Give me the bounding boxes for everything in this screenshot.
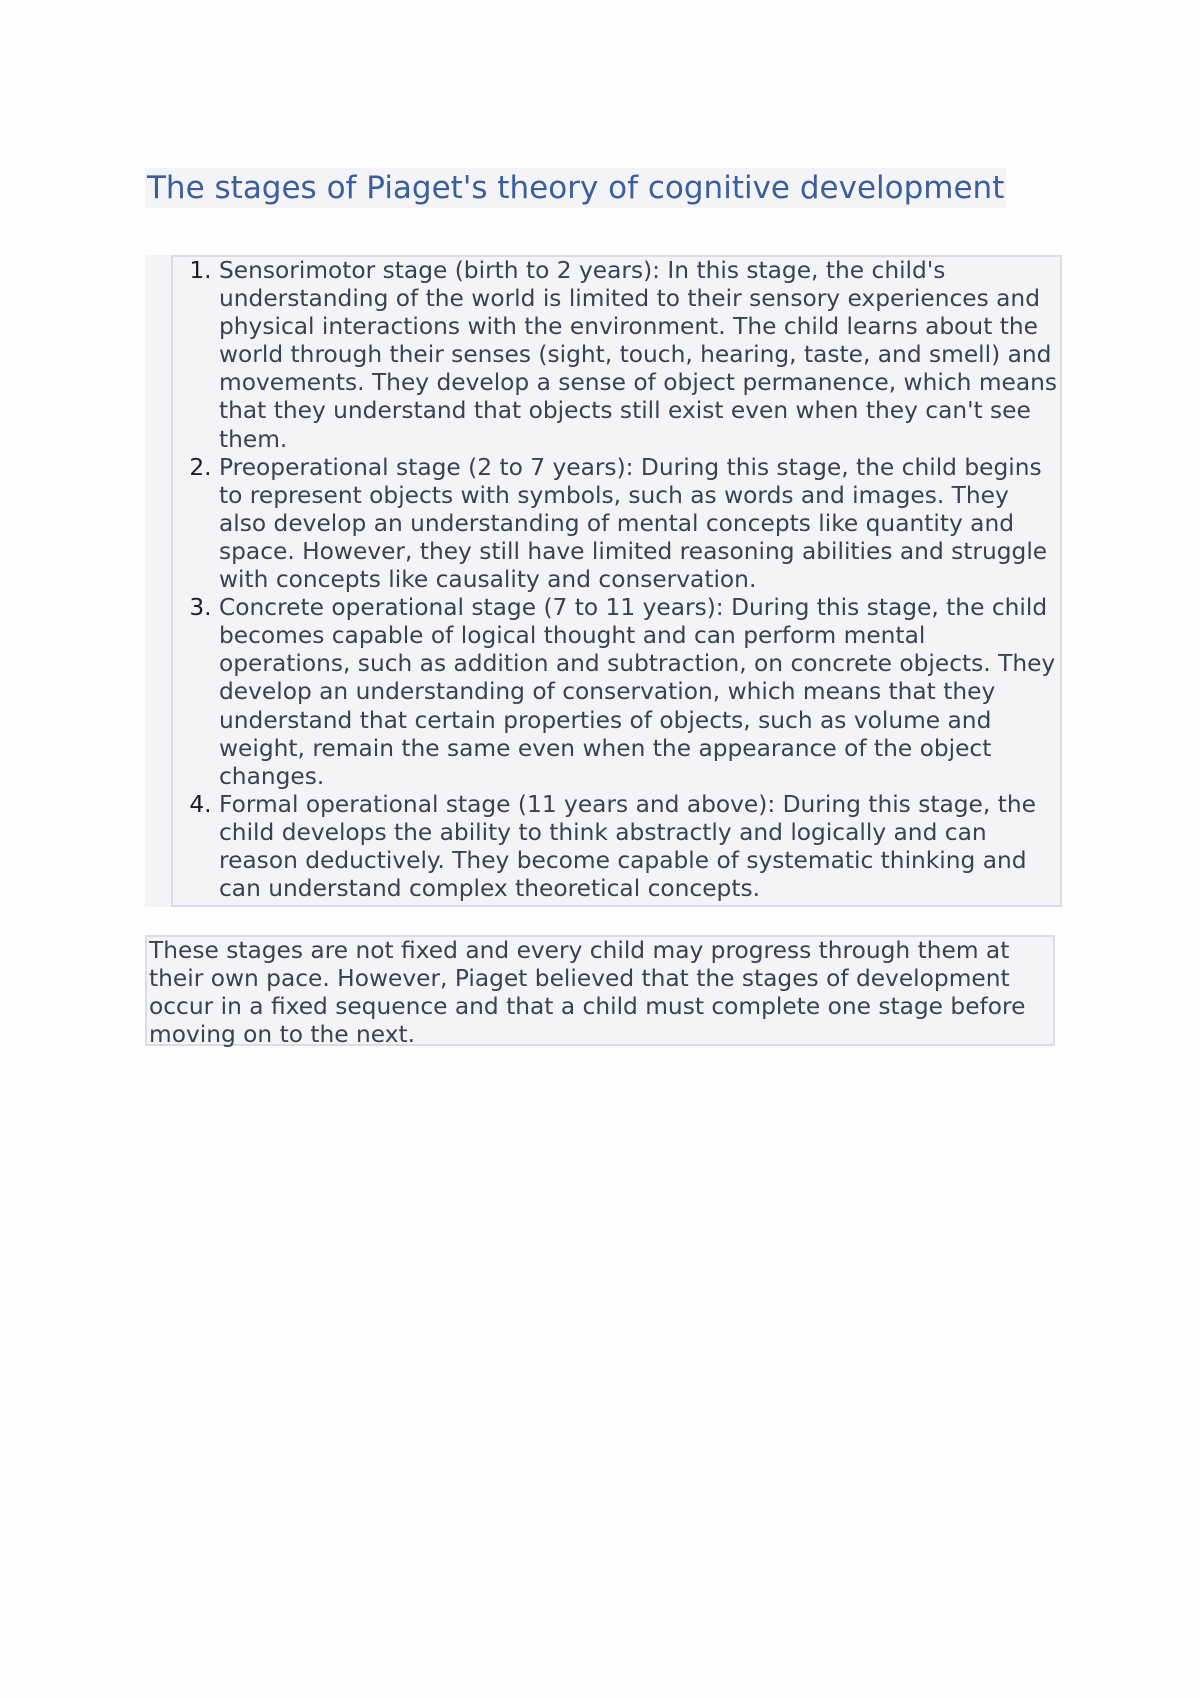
stages-box (171, 255, 1062, 907)
conclusion-box (145, 935, 1055, 1049)
stage-item-concrete-operational: 3. Concrete operational stage (7 to 11 years): During this stage, the child becomes capable of logical thought and can perform mental operations, such as addition and subtraction, on concrete objects. They develop an understanding of conservation, which means that they understand that certain properties of objects, such as volume and weight, remain the same even when the appearance of the object changes. (219, 594, 1059, 791)
stage-item-sensorimotor: 1. Sensorimotor stage (birth to 2 years): In this stage, the child's understanding of the world is limited to their sensory experiences and physical interactions with the environment. The child learns about the world through their senses (sight, touch, hearing, taste, and smell) and movements. They develop a sense of object permanence, which means that they understand that objects still exist even when they can't see them. (219, 257, 1059, 454)
stages-panel (145, 255, 1061, 907)
stage-item-formal-operational: 4. Formal operational stage (11 years and above): During this stage, the child develops the ability to think abstractly and logically and can reason deductively. They become capable of systematic thinking and can understand complex theoretical concepts. (219, 791, 1059, 903)
stages-list (173, 257, 1059, 903)
stage-item-preoperational: 2. Preoperational stage (2 to 7 years): During this stage, the child begins to represent objects with symbols, such as words and images. They also develop an understanding of mental concepts like quantity and space. However, they still have limited reasoning abilities and struggle with concepts like causality and conservation. (219, 454, 1059, 594)
page-title: The stages of Piaget's theory of cognitive development (147, 170, 1005, 206)
conclusion-paragraph: These stages are not fixed and every child may progress through them at their own pace. However, Piaget believed that the stages of development occur in a fixed sequence and that a child must complete one stage before moving on to the next. (149, 937, 1026, 1049)
